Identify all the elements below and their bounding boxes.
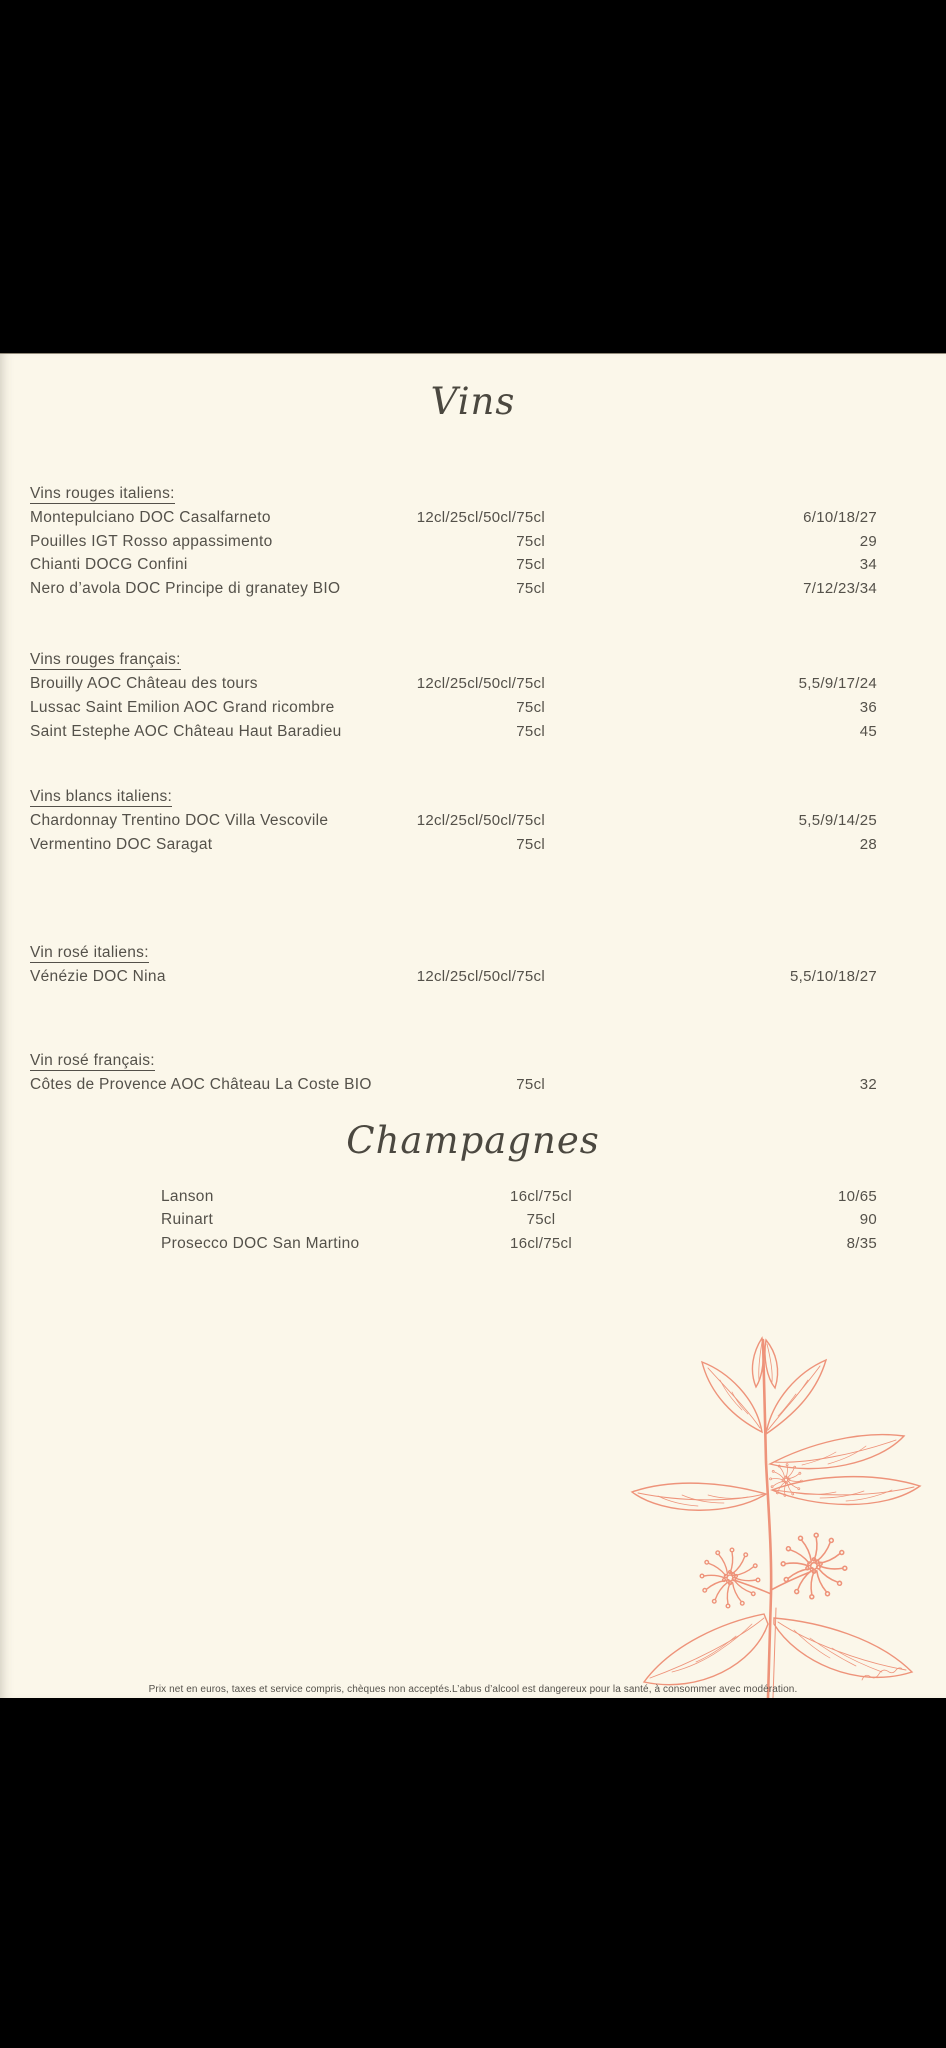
bottom-black-bar	[0, 1698, 946, 2048]
section-header-label: Vin rosé italiens:	[30, 944, 149, 962]
item-size: 75cl	[516, 722, 545, 740]
section-rows	[0, 809, 946, 856]
section-header	[0, 941, 946, 965]
menu-item-row	[0, 577, 946, 601]
section-header	[0, 482, 946, 506]
menu-item-row	[0, 965, 946, 989]
champagnes-title: Champagnes	[346, 1118, 600, 1162]
item-name: Chianti DOCG Confini	[30, 556, 188, 574]
section-header-label: Vin rosé français:	[30, 1051, 155, 1069]
item-name: Chardonnay Trentino DOC Villa Vescovile	[30, 812, 329, 830]
menu-item-row	[0, 696, 946, 720]
section-header	[0, 648, 946, 672]
item-name: Vénézie DOC Nina	[30, 968, 166, 986]
item-size: 75cl	[516, 835, 545, 853]
champagne-list	[0, 1185, 946, 1256]
item-price: 6/10/18/27	[803, 509, 877, 526]
menu-item-row	[0, 530, 946, 554]
legal-disclaimer: Prix net en euros, taxes et service compris, chèques non acceptés.L’abus d’alcool est dangereux pour la santé, à consommer avec modération.	[148, 1684, 798, 1695]
section-rows	[0, 672, 946, 743]
item-price: 29	[859, 532, 877, 550]
menu-item-row	[0, 1185, 946, 1209]
section-header-label: Vins blancs italiens:	[30, 788, 173, 806]
menu-item-row	[0, 833, 946, 857]
item-size: 12cl/25cl/50cl/75cl	[416, 675, 545, 693]
section-header	[0, 1049, 946, 1073]
section-rows	[0, 1073, 946, 1097]
item-price: 5,5/10/18/27	[789, 968, 877, 986]
item-price: 8/35	[846, 1234, 877, 1252]
item-price: 7/12/23/34	[803, 579, 877, 597]
menu-page	[0, 353, 946, 1698]
item-name: Montepulciano DOC Casalfarneto	[30, 509, 271, 526]
item-name: Prosecco DOC San Martino	[161, 1234, 360, 1252]
menu-item-row	[0, 672, 946, 696]
section-header-label: Vins rouges italiens:	[30, 485, 175, 502]
item-size: 16cl/75cl	[510, 1234, 572, 1252]
item-price: 10/65	[837, 1187, 877, 1205]
wine-section	[0, 785, 946, 856]
item-name: Brouilly AOC Château des tours	[30, 675, 258, 693]
section-rows	[0, 506, 946, 600]
wine-section	[0, 648, 946, 743]
item-name: Vermentino DOC Saragat	[30, 835, 213, 853]
wine-section	[0, 482, 946, 600]
menu-item-row	[0, 1073, 946, 1097]
item-size: 12cl/25cl/50cl/75cl	[416, 968, 545, 986]
wine-sections	[0, 482, 946, 1097]
botanical-plant-illustration	[616, 1332, 946, 1698]
item-price: 45	[859, 722, 877, 740]
menu-item-row	[0, 506, 946, 530]
item-size: 75cl	[516, 532, 545, 550]
item-size: 12cl/25cl/50cl/75cl	[416, 812, 545, 830]
section-header	[0, 785, 946, 809]
section-rows	[0, 965, 946, 989]
item-price: 28	[859, 835, 877, 853]
item-size: 75cl	[516, 556, 545, 574]
item-name: Nero d’avola DOC Principe di granatey BIO	[30, 579, 341, 597]
item-name: Lanson	[161, 1187, 214, 1205]
item-size: 16cl/75cl	[510, 1187, 572, 1205]
wine-section	[0, 1049, 946, 1097]
item-price: 5,5/9/17/24	[798, 675, 877, 693]
menu-item-row	[0, 809, 946, 833]
item-name: Saint Estephe AOC Château Haut Baradieu	[30, 722, 342, 740]
item-price: 36	[859, 698, 877, 716]
menu-item-row	[0, 720, 946, 744]
item-size: 75cl	[516, 698, 545, 716]
wine-section	[0, 941, 946, 989]
item-size: 12cl/25cl/50cl/75cl	[416, 509, 545, 526]
item-size: 75cl	[526, 1211, 556, 1229]
top-black-bar	[0, 0, 946, 353]
item-price: 34	[859, 556, 877, 574]
item-size: 75cl	[516, 579, 545, 597]
menu-item-row	[0, 1208, 946, 1232]
item-name: Pouilles IGT Rosso appassimento	[30, 532, 273, 550]
menu-item-row	[0, 553, 946, 577]
item-name: Côtes de Provence AOC Château La Coste BIO	[30, 1075, 372, 1093]
menu-item-row	[0, 1232, 946, 1256]
item-name: Ruinart	[161, 1211, 214, 1229]
item-size: 75cl	[516, 1075, 545, 1093]
item-price: 90	[859, 1211, 877, 1229]
item-name: Lussac Saint Emilion AOC Grand ricombre	[30, 698, 335, 716]
item-price: 32	[859, 1075, 877, 1093]
item-price: 5,5/9/14/25	[798, 812, 877, 830]
section-header-label: Vins rouges français:	[30, 651, 181, 669]
wines-title: Vins	[430, 380, 516, 423]
